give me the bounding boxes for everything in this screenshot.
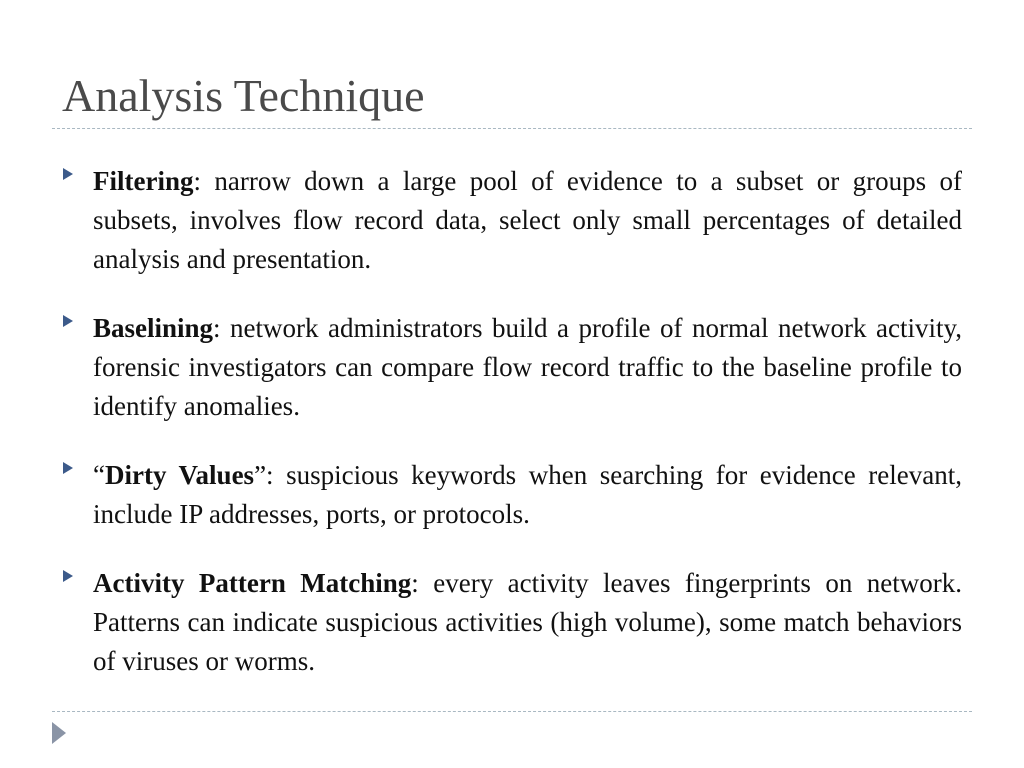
bullet-text: : network administrators build a profile of normal network activity, forensic investigators can compare flow record traffic to the baseline profile to identify anomalies.: [93, 313, 962, 421]
bullet-suffix: ”: [254, 460, 267, 490]
next-slide-arrow-icon[interactable]: [52, 722, 66, 744]
bullet-term: Baselining: [93, 313, 214, 343]
footer-divider: [52, 711, 972, 712]
bullet-item-baselining: [60, 309, 962, 426]
bullet-term: Dirty Values: [104, 460, 255, 490]
bullet-triangle-icon: [63, 168, 73, 180]
bullet-text: : narrow down a large pool of evidence to a subset or groups of subsets, involves flow record data, select only small percentages of detailed analysis and presentation.: [93, 166, 962, 274]
slide-title: Analysis Technique: [62, 70, 425, 121]
bullet-text: : suspicious keywords when searching for evidence relevant, include IP addresses, ports, or protocols.: [93, 460, 962, 529]
bullet-term: Filtering: [93, 166, 194, 196]
bullet-term: Activity Pattern Matching: [93, 568, 412, 598]
bullet-triangle-icon: [63, 315, 73, 327]
bullet-text: : every activity leaves fingerprints on network. Patterns can indicate suspicious activities (high volume), some match behaviors of viruses or worms.: [93, 568, 962, 676]
bullet-item-filtering: [60, 162, 962, 279]
bullet-item-activity-pattern-matching: [60, 564, 962, 681]
bullet-triangle-icon: [63, 570, 73, 582]
bullet-list: [60, 162, 962, 681]
bullet-prefix: “: [93, 460, 105, 490]
bullet-triangle-icon: [63, 462, 73, 474]
title-divider: [52, 128, 972, 129]
bullet-item-dirty-values: [60, 456, 962, 534]
